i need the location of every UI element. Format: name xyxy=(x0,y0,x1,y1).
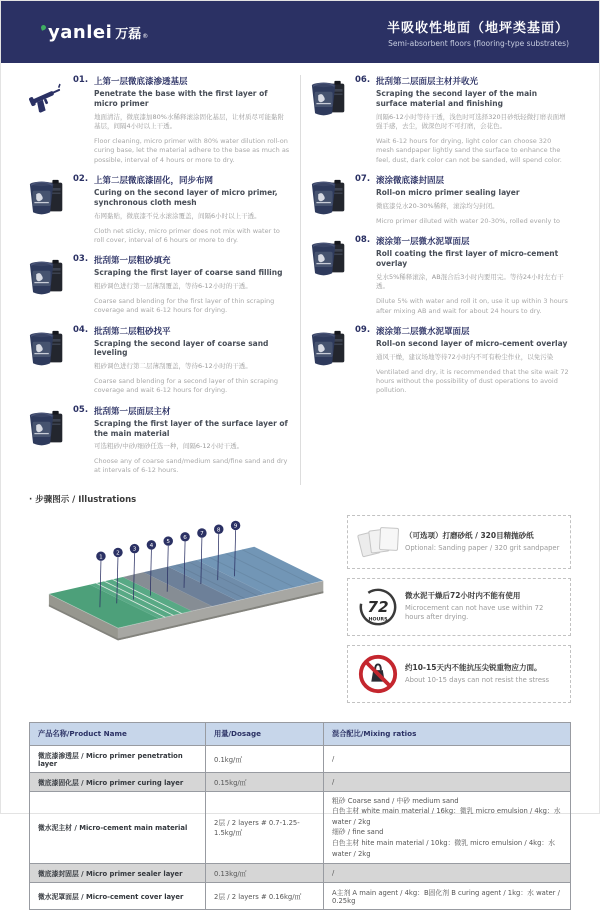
spray-gun-icon xyxy=(29,75,73,165)
svg-text:7: 7 xyxy=(200,530,204,537)
ratio-cell: / xyxy=(324,864,571,883)
brand-logo xyxy=(41,22,148,43)
step-number: 06. xyxy=(355,75,371,85)
step-number: 04. xyxy=(73,324,89,335)
steps-column-left xyxy=(29,75,300,485)
step-item-02 xyxy=(29,174,290,245)
step-title-cn: 上第二层微底漆固化，同步布网 xyxy=(94,176,214,187)
table-row xyxy=(30,883,571,910)
step-title-cn: 批刮第二层面层主材并收光 xyxy=(376,77,479,87)
svg-text:3: 3 xyxy=(132,546,137,553)
note-text-cn: 约10-15天内不能抗压尖锐重物应力面。 xyxy=(405,662,542,672)
step-number: 02. xyxy=(73,174,89,185)
step-number: 08. xyxy=(355,235,371,246)
product-bucket-icon xyxy=(311,75,355,165)
note-72-hours xyxy=(347,578,571,636)
dosage-table-section xyxy=(29,722,571,910)
col-header-product-name: 产品名称/Product Name xyxy=(30,722,206,745)
step-item-04 xyxy=(29,325,290,396)
step-title-cn: 上第一层微底漆渗透基层 xyxy=(94,77,188,87)
step-title-en: Roll coating the first layer of micro-cement overlay xyxy=(376,249,559,268)
step-number: 03. xyxy=(73,254,89,265)
step-title-cn: 滚涂第二层微水泥罩面层 xyxy=(376,327,470,338)
note-text-en: About 10-15 days can not resist the stress xyxy=(405,675,550,684)
page-title-en: Semi-absorbent floors (flooring-type substrates) xyxy=(388,38,569,48)
ratio-cell xyxy=(324,791,571,863)
page-header xyxy=(1,1,599,63)
step-title-en: Scraping the second layer of the main surface material and finishing xyxy=(376,89,538,108)
step-body-en: Micro primer diluted with water 20-30%, rolled evenly to xyxy=(376,216,560,225)
step-title-en: Scraping the first layer of the surface layer of the main material xyxy=(94,418,288,438)
ratio-cell: A主剂 A main agent / 4kg：B固化剂 B curing agent / 1kg：水 water / 0.25kg xyxy=(324,883,571,910)
step-item-06 xyxy=(311,75,571,165)
step-number: 09. xyxy=(355,325,371,336)
step-body-cn: 粗砂调色进行第一层薄刮覆盖，等待6-12小时的干透。 xyxy=(94,282,252,291)
note-no-stress xyxy=(347,645,571,703)
dosage-cell: 0.15kg/㎡ xyxy=(206,772,324,791)
product-bucket-icon xyxy=(29,254,73,315)
product-bucket-icon xyxy=(311,174,355,226)
floor-layers-diagram xyxy=(29,507,347,683)
svg-text:HOURS: HOURS xyxy=(368,617,388,623)
step-title-en: Curing on the second layer of micro primer, synchronous cloth mesh xyxy=(94,188,278,208)
dosage-cell: 2层 / 2 layers # 0.7-1.25-1.5kg/㎡ xyxy=(206,791,324,863)
step-title-cn: 滚涂第一层微水泥罩面层 xyxy=(376,237,470,248)
step-body-cn: 粗砂调色进行第二层薄刮覆盖，等待6-12小时的干透。 xyxy=(94,362,252,371)
step-title-cn: 批刮第一层面层主材 xyxy=(94,406,171,417)
step-item-01 xyxy=(29,75,290,165)
step-title-en: Scraping the first layer of coarse sand filling xyxy=(94,268,283,278)
product-bucket-icon xyxy=(29,174,73,245)
col-header-dosage: 用量/Dosage xyxy=(206,722,324,745)
product-bucket-icon xyxy=(311,325,355,396)
product-name-cell: 微底漆固化层 / Micro primer curing layer xyxy=(30,772,206,791)
step-body-cn: 间隔6-12小时等待干透，浅色时可选择320目砂纸轻微打磨表面增强手感，去尘，做深色时不可打磨，会花色。 xyxy=(376,112,566,131)
table-header-row xyxy=(30,722,571,745)
steps-section xyxy=(29,75,571,485)
note-sandpaper xyxy=(347,515,571,569)
step-title-en: Penetrate the base with the first layer of micro primer xyxy=(94,89,268,108)
svg-text:2: 2 xyxy=(116,550,120,557)
note-text-en: Microcement can not have use within 72 hours after drying. xyxy=(405,603,544,622)
step-body-en: Choose any of coarse sand/medium sand/fine sand and dry at intervals of 6-12 hours. xyxy=(94,457,288,475)
step-title-cn: 批刮第一层粗砂填充 xyxy=(94,256,171,267)
product-bucket-icon xyxy=(29,325,73,396)
table-row xyxy=(30,864,571,883)
table-row xyxy=(30,745,571,772)
step-body-cn: 通风干燥，建议场地等待72小时内不可有粉尘作业，以免污染 xyxy=(376,352,554,361)
product-name-cell: 微底漆渗透层 / Micro primer penetration layer xyxy=(30,745,206,772)
step-body-en: Floor cleaning, micro primer with 80% water dilution roll-on curing base, let the material adhere to the base as much as possible, interval of 4 hours or more to dry. xyxy=(94,137,290,164)
note-text-cn: （可选项）打磨砂纸 / 320目精抛砂纸 xyxy=(405,530,534,540)
step-item-03 xyxy=(29,254,290,315)
illustrations-section xyxy=(29,493,571,712)
step-number: 05. xyxy=(73,404,89,415)
product-name-cell: 微底漆封固层 / Micro primer sealer layer xyxy=(30,864,206,883)
step-title-en: Scraping the second layer of coarse sand leveling xyxy=(94,338,269,358)
step-number: 07. xyxy=(355,174,371,185)
step-item-08 xyxy=(311,235,571,316)
note-text-cn: 微水泥干燥后72小时内不能有使用 xyxy=(405,591,521,600)
step-title-en: Roll-on second layer of micro-cement overlay xyxy=(376,339,568,349)
no-stress-icon xyxy=(357,653,405,695)
col-header-mixing-ratios: 混合配比/Mixing ratios xyxy=(324,722,571,745)
step-item-05 xyxy=(29,405,290,476)
page-title-block xyxy=(387,17,569,48)
72-hours-icon xyxy=(357,586,405,628)
step-body-cn: 可选粗砂/中砂/细砂任选一种，间隔6-12小时干透。 xyxy=(94,442,244,451)
svg-text:72: 72 xyxy=(367,597,389,616)
step-body-en: Coarse sand blending for a second layer of thin scraping coverage and wait 6-12 hours for drying. xyxy=(94,376,279,395)
step-title-en: Roll-on micro primer sealing layer xyxy=(376,188,520,198)
product-name-cell: 微水泥主材 / Micro-cement main material xyxy=(30,791,206,863)
ratio-line: 白色主材 white main material / 16kg：微乳 micro emulsion / 4kg：水 water / 2kg xyxy=(332,807,561,826)
brand-name-cn: 万磊 xyxy=(115,26,142,42)
product-bucket-icon xyxy=(311,235,355,316)
product-name-cell: 微水泥罩面层 / Micro-cement cover layer xyxy=(30,883,206,910)
svg-text:8: 8 xyxy=(216,527,221,534)
step-body-en: Cloth net sticky, micro primer does not mix with water to roll cover, interval of 6 hours or more to dry. xyxy=(94,226,280,244)
ratio-line: 细砂 / fine sand xyxy=(332,828,384,837)
step-body-en: Ventilated and dry, it is recommended that the site wait 72 hours without the possibility of dust operations to avoid pollution. xyxy=(376,367,569,395)
step-body-cn: 兑水5%稀释滚涂，AB混合后3小时内要用完。等待24小时左右干透。 xyxy=(376,272,564,291)
step-title-cn: 批刮第二层粗砂找平 xyxy=(94,326,171,337)
svg-text:1: 1 xyxy=(99,554,103,561)
step-number: 01. xyxy=(73,75,89,85)
step-body-en: Dilute 5% with water and roll it on, use it up within 3 hours after mixing AB and wait for about 24 hours to dry. xyxy=(376,297,568,315)
svg-text:4: 4 xyxy=(149,542,154,549)
illustrations-heading: · 步骤图示 / Illustrations xyxy=(29,494,137,505)
ratio-cell: / xyxy=(324,745,571,772)
sandpaper-icon xyxy=(357,523,405,561)
ratio-cell: / xyxy=(324,772,571,791)
leaf-icon xyxy=(40,24,46,30)
svg-text:9: 9 xyxy=(233,523,238,530)
step-title-cn: 滚涂微底漆封固层 xyxy=(376,176,445,187)
step-body-cn: 微底漆兑水20-30%稀释，滚涂均匀封闭。 xyxy=(376,202,499,211)
step-body-en: Coarse sand blending for the first layer of thin scraping coverage and wait 6-12 hours for drying. xyxy=(94,296,275,315)
step-item-09 xyxy=(311,325,571,396)
ratio-line: 白色主材 hite main material / 10kg：微乳 micro emulsion / 4kg：水 water / 2kg xyxy=(332,839,556,858)
dosage-cell: 0.1kg/㎡ xyxy=(206,745,324,772)
svg-text:5: 5 xyxy=(166,539,171,546)
step-body-cn: 地面清洁，微底漆加80%水稀释滚涂固化基层，让材质尽可能黏附基层，间隔4小时以上干透。 xyxy=(94,112,284,131)
page-title-cn: 半吸收性地面（地坪类基面） xyxy=(386,20,569,36)
dosage-cell: 2层 / 2 layers # 0.16kg/㎡ xyxy=(206,883,324,910)
dosage-table xyxy=(29,722,571,910)
notes-panel xyxy=(347,507,571,712)
registered-mark: ® xyxy=(142,32,149,40)
note-text-en: Optional: Sanding paper / 320 grit sandpaper xyxy=(405,543,560,552)
dosage-cell: 0.13kg/㎡ xyxy=(206,864,324,883)
step-body-en: Wait 6-12 hours for drying, light color can choose 320 mesh sandpaper lightly sand the surface to enhance the feel, dust, dark color can not be sanded, will spend color. xyxy=(376,137,562,164)
ratio-line: 粗砂 Coarse sand / 中砂 medium sand xyxy=(332,796,459,805)
svg-text:6: 6 xyxy=(183,534,187,541)
table-row xyxy=(30,791,571,863)
product-bucket-icon xyxy=(29,405,73,476)
step-item-07 xyxy=(311,174,571,226)
table-row xyxy=(30,772,571,791)
step-body-cn: 布网黏贴，微底漆不兑水滚涂覆盖，间隔6小时以上干透。 xyxy=(94,211,261,220)
brand-name-en: yanlei xyxy=(48,21,113,43)
steps-column-right xyxy=(300,75,571,485)
